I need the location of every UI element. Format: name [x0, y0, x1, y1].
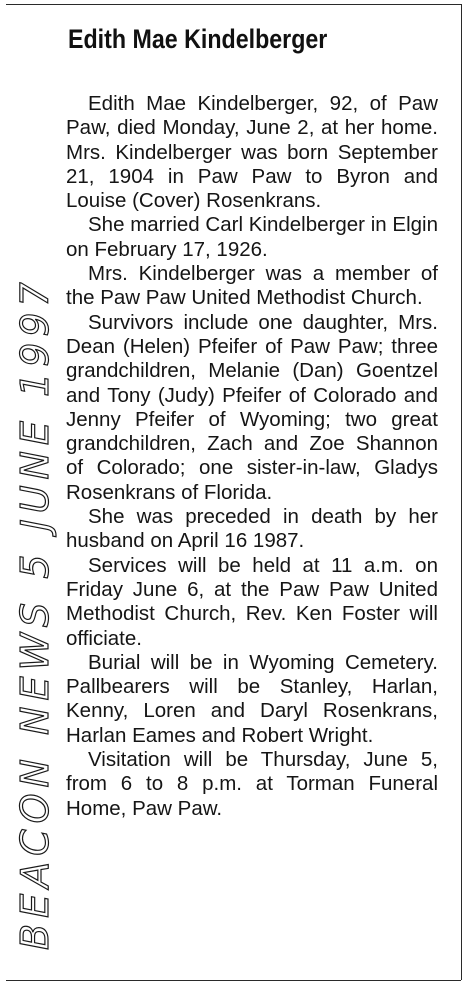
- paragraph-church-membership: Mrs. Kindelberger was a member of the Paw Paw United Methodist Church.: [66, 262, 438, 310]
- paragraph-marriage: She married Carl Kindelberger in Elgin on February 17, 1926.: [66, 213, 438, 261]
- clipping-top-edge: [6, 4, 461, 5]
- paragraph-visitation: Visitation will be Thursday, June 5, from 6 to 8 p.m. at Torman Funeral Home, Paw Paw.: [66, 748, 438, 820]
- paragraph-biography: Edith Mae Kindelberger, 92, of Paw Paw, died Monday, June 2, at her home. Mrs. Kindelberger was born September 21, 1904 in Paw Paw to Byron and Louise (Cover) Rosenkrans.: [66, 92, 438, 213]
- clipping-right-edge: [461, 4, 462, 980]
- obituary-headline: Edith Mae Kindelberger: [68, 24, 328, 54]
- handwritten-note-text: BEACON NEWS 5 JUNE 1997: [13, 276, 57, 950]
- paragraph-services: Services will be held at 11 a.m. on Friday June 6, at the Paw Paw United Methodist Church, Rev. Ken Foster will officiate.: [66, 553, 438, 650]
- paragraph-burial: Burial will be in Wyoming Cemetery. Pallbearers will be Stanley, Harlan, Kenny, Loren and Daryl Rosenkrans, Harlan Eames and Robert Wright.: [66, 650, 438, 747]
- clipping-bottom-edge: [6, 980, 461, 981]
- handwritten-source-note: [2, 160, 68, 960]
- paragraph-preceded-in-death: She was preceded in death by her husband on April 16 1987.: [66, 505, 438, 553]
- obituary-body: [66, 92, 438, 821]
- paragraph-survivors: Survivors include one daughter, Mrs. Dean (Helen) Pfeifer of Paw Paw; three grandchildren, Melanie (Dan) Goentzel and Tony (Judy) Pfeifer of Colorado and Jenny Pfeifer of Wyoming; two great grandchildren, Zach and Zoe Shannon of Colorado; one sister-in-law, Gladys Rosenkrans of Florida.: [66, 310, 438, 504]
